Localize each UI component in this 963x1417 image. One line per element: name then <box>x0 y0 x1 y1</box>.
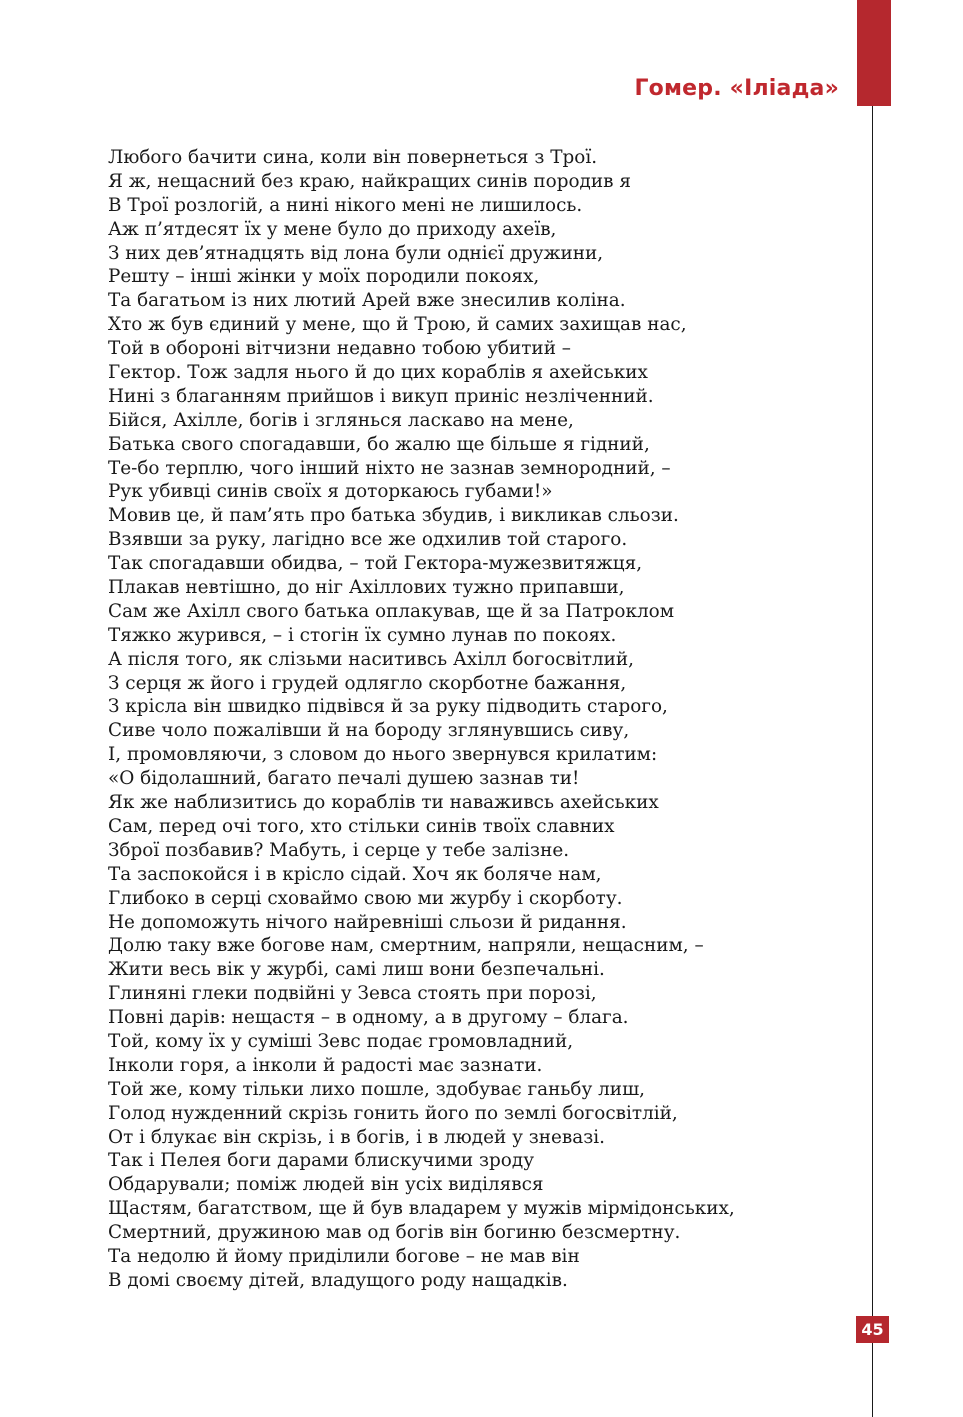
poem-line: Бійся, Ахілле, богів і зглянься ласкаво на мене, <box>108 409 574 431</box>
poem-line: Інколи горя, а інколи й радості має зазнати. <box>108 1054 543 1076</box>
chapter-tab-marker <box>857 0 891 106</box>
poem-line: Обдарували; поміж людей він усіх виділявся <box>108 1174 544 1196</box>
poem-line: Щастям, багатством, ще й був владарем у мужів мірмідонських, <box>108 1198 735 1220</box>
poem-line: Плакав невтішно, до ніг Ахіллових тужно припавши, <box>108 577 625 599</box>
poem-line: Та багатьом із них лютий Арей вже знесилив коліна. <box>108 290 626 312</box>
poem-line: В Трої розлогій, а нині нікого мені не лишилось. <box>108 194 583 216</box>
poem-line: Хто ж був єдиний у мене, що й Трою, й самих захищав нас, <box>108 314 687 336</box>
poem-line: Я ж, нещасний без краю, найкращих синів породив я <box>108 170 631 192</box>
poem-line: Так спогадавши обидва, – той Гектора-мужезвитяжця, <box>108 553 643 575</box>
poem-line: Сам же Ахілл свого батька оплакував, ще й за Патроклом <box>108 600 675 622</box>
poem-line: «О бідолашний, багато печалі душею зазнав ти! <box>108 768 580 790</box>
poem-line: Рук убивці синів своїх я доторкаюсь губами!» <box>108 481 553 503</box>
poem-line: Та недолю й йому приділили богове – не мав він <box>108 1245 580 1267</box>
poem-line: Мовив це, й пам’ять про батька збудив, і викликав сльози. <box>108 505 679 527</box>
poem-line: Повні дарів: нещастя – в одному, а в другому – блага. <box>108 1007 629 1029</box>
poem-line: Так і Пелея боги дарами блискучими зроду <box>108 1150 535 1172</box>
poem-line: З серця ж його і грудей одлягло скорботне бажання, <box>108 672 627 694</box>
poem-line: Той в обороні вітчизни недавно тобою убитий – <box>108 338 571 360</box>
poem-line: Решту – інші жінки у моїх породили покоях, <box>108 266 540 288</box>
poem-line: Долю таку вже богове нам, смертним, напряли, нещасним, – <box>108 935 704 957</box>
poem-line: Та заспокойся і в крісло сідай. Хоч як боляче нам, <box>108 863 602 885</box>
poem-line: Сам, перед очі того, хто стільки синів твоїх славних <box>108 815 615 837</box>
poem-line: Той же, кому тільки лихо пошле, здобуває ганьбу лиш, <box>108 1078 646 1100</box>
poem-text-block <box>108 146 848 1293</box>
page-number-badge <box>856 1316 889 1343</box>
poem-line: І, промовляючи, з словом до нього звернувся крилатим: <box>108 744 658 766</box>
poem-line: Нині з благанням прийшов і викуп приніс незліченний. <box>108 385 654 407</box>
poem-line: Гектор. Тож задля нього й до цих кораблів я ахейських <box>108 362 648 384</box>
poem-line: В домі своєму дітей, владущого роду нащадків. <box>108 1269 568 1291</box>
poem-line: Тяжко журився, – і стогін їх сумно лунав по покоях. <box>108 624 617 646</box>
poem-line: Батька свого спогадавши, бо жалю ще більше я гідний, <box>108 433 650 455</box>
poem-line: Те-бо терплю, чого інший ніхто не зазнав земнородний, – <box>108 457 671 479</box>
poem-line: Взявши за руку, лагідно все же одхилив той старого. <box>108 529 628 551</box>
poem-line: Аж п’ятдесят їх у мене було до приходу ахеїв, <box>108 218 557 240</box>
poem-line: З них дев’ятнадцять від лона були однієї дружини, <box>108 242 604 264</box>
margin-rule-line <box>872 106 873 1417</box>
poem-line: От і блукає він скрізь, і в богів, і в людей у зневазі. <box>108 1126 606 1148</box>
poem-line: Смертний, дружиною мав од богів він богиню безсмертну. <box>108 1222 681 1244</box>
poem-line: Глибоко в серці сховаймо свою ми журбу і скорботу. <box>108 887 623 909</box>
poem-line: Жити весь вік у журбі, самі лиш вони безпечальні. <box>108 959 605 981</box>
poem-line: Сиве чоло пожалівши й на бороду зглянувшись сиву, <box>108 720 630 742</box>
running-header-title: Гомер. «Іліада» <box>634 76 839 101</box>
poem-line: З крісла він швидко підвівся й за руку підводить старого, <box>108 696 668 718</box>
poem-line: Як же наблизитись до кораблів ти наваживсь ахейських <box>108 792 659 814</box>
page-number: 45 <box>861 1320 884 1339</box>
poem-line: Зброї позбавив? Мабуть, і серце у тебе залізне. <box>108 839 570 861</box>
poem-line: А після того, як слізьми наситивсь Ахілл богосвітлий, <box>108 648 634 670</box>
poem-line: Не допоможуть нічого найревніші сльози й ридання. <box>108 911 627 933</box>
poem-line: Любого бачити сина, коли він повернеться з Трої. <box>108 147 598 168</box>
poem-line: Той, кому їх у суміші Зевс подає громовладний, <box>108 1030 574 1052</box>
poem-line: Глиняні глеки подвійні у Зевса стоять при порозі, <box>108 983 597 1005</box>
poem-line: Голод нужденний скрізь гонить його по землі богосвітлій, <box>108 1102 678 1124</box>
